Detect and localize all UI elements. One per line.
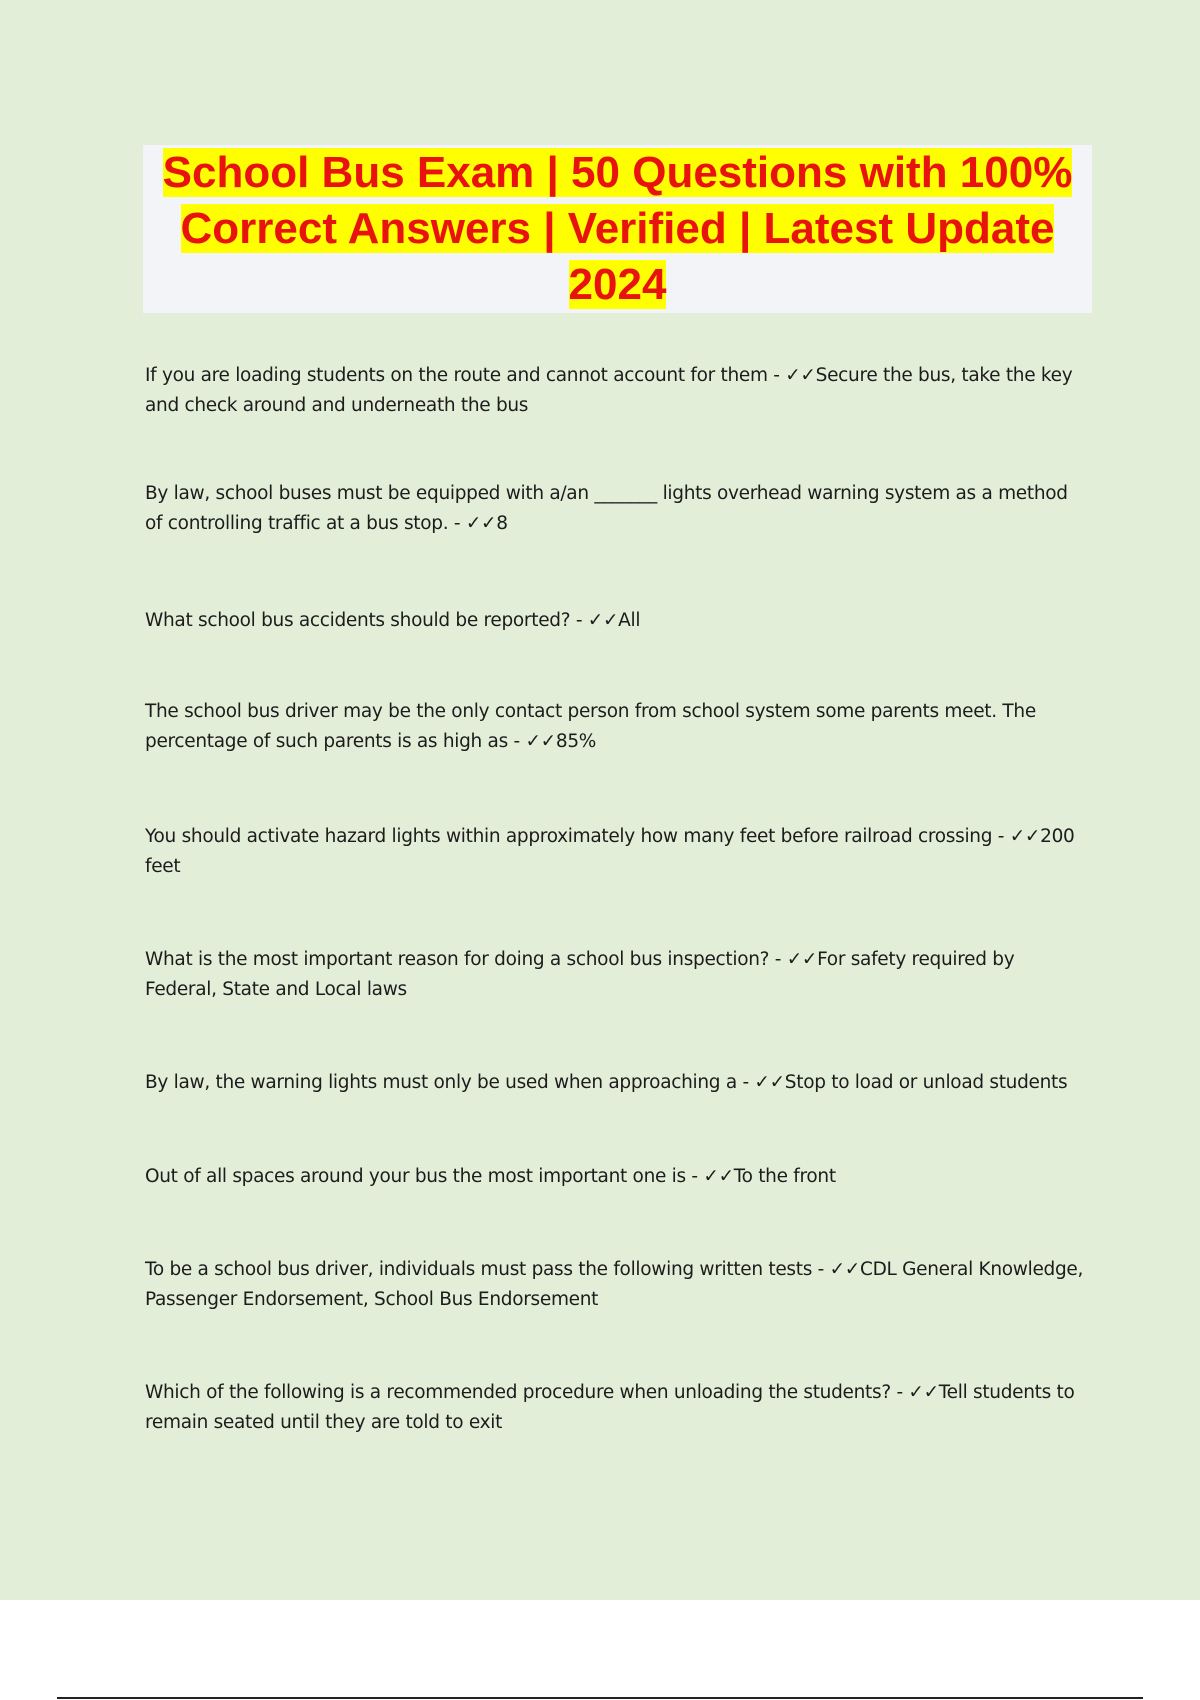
qa-item: Out of all spaces around your bus the most important one is - ✓✓To the front	[145, 1166, 836, 1187]
qa-item: What is the most important reason for doing a school bus inspection? - ✓✓For safety required by Federal, State and Local laws	[145, 949, 1015, 1000]
qa-item: By law, the warning lights must only be used when approaching a - ✓✓Stop to load or unload students	[145, 1072, 1068, 1093]
title-box	[143, 145, 1092, 313]
qa-item: Which of the following is a recommended procedure when unloading the students? - ✓✓Tell students to remain seated until they are told to exit	[145, 1382, 1075, 1433]
qa-item: What school bus accidents should be reported? - ✓✓All	[145, 610, 641, 631]
qa-item: If you are loading students on the route and cannot account for them - ✓✓Secure the bus, take the key and check around and underneath the bus	[145, 365, 1073, 416]
qa-item: By law, school buses must be equipped with a/an _______ lights overhead warning system as a method of controlling traffic at a bus stop. - ✓✓8	[145, 483, 1068, 534]
qa-item: To be a school bus driver, individuals must pass the following written tests - ✓✓CDL General Knowledge, Passenger Endorsement, School Bus Endorsement	[145, 1259, 1084, 1310]
qa-item: The school bus driver may be the only contact person from school system some parents meet. The percentage of such parents is as high as - ✓✓85%	[145, 701, 1036, 752]
document-title: School Bus Exam | 50 Questions with 100% Correct Answers | Verified | Latest Update 2024	[162, 148, 1073, 309]
footer-rule	[57, 1697, 1143, 1699]
qa-item: You should activate hazard lights within approximately how many feet before railroad crossing - ✓✓200 feet	[145, 826, 1075, 877]
